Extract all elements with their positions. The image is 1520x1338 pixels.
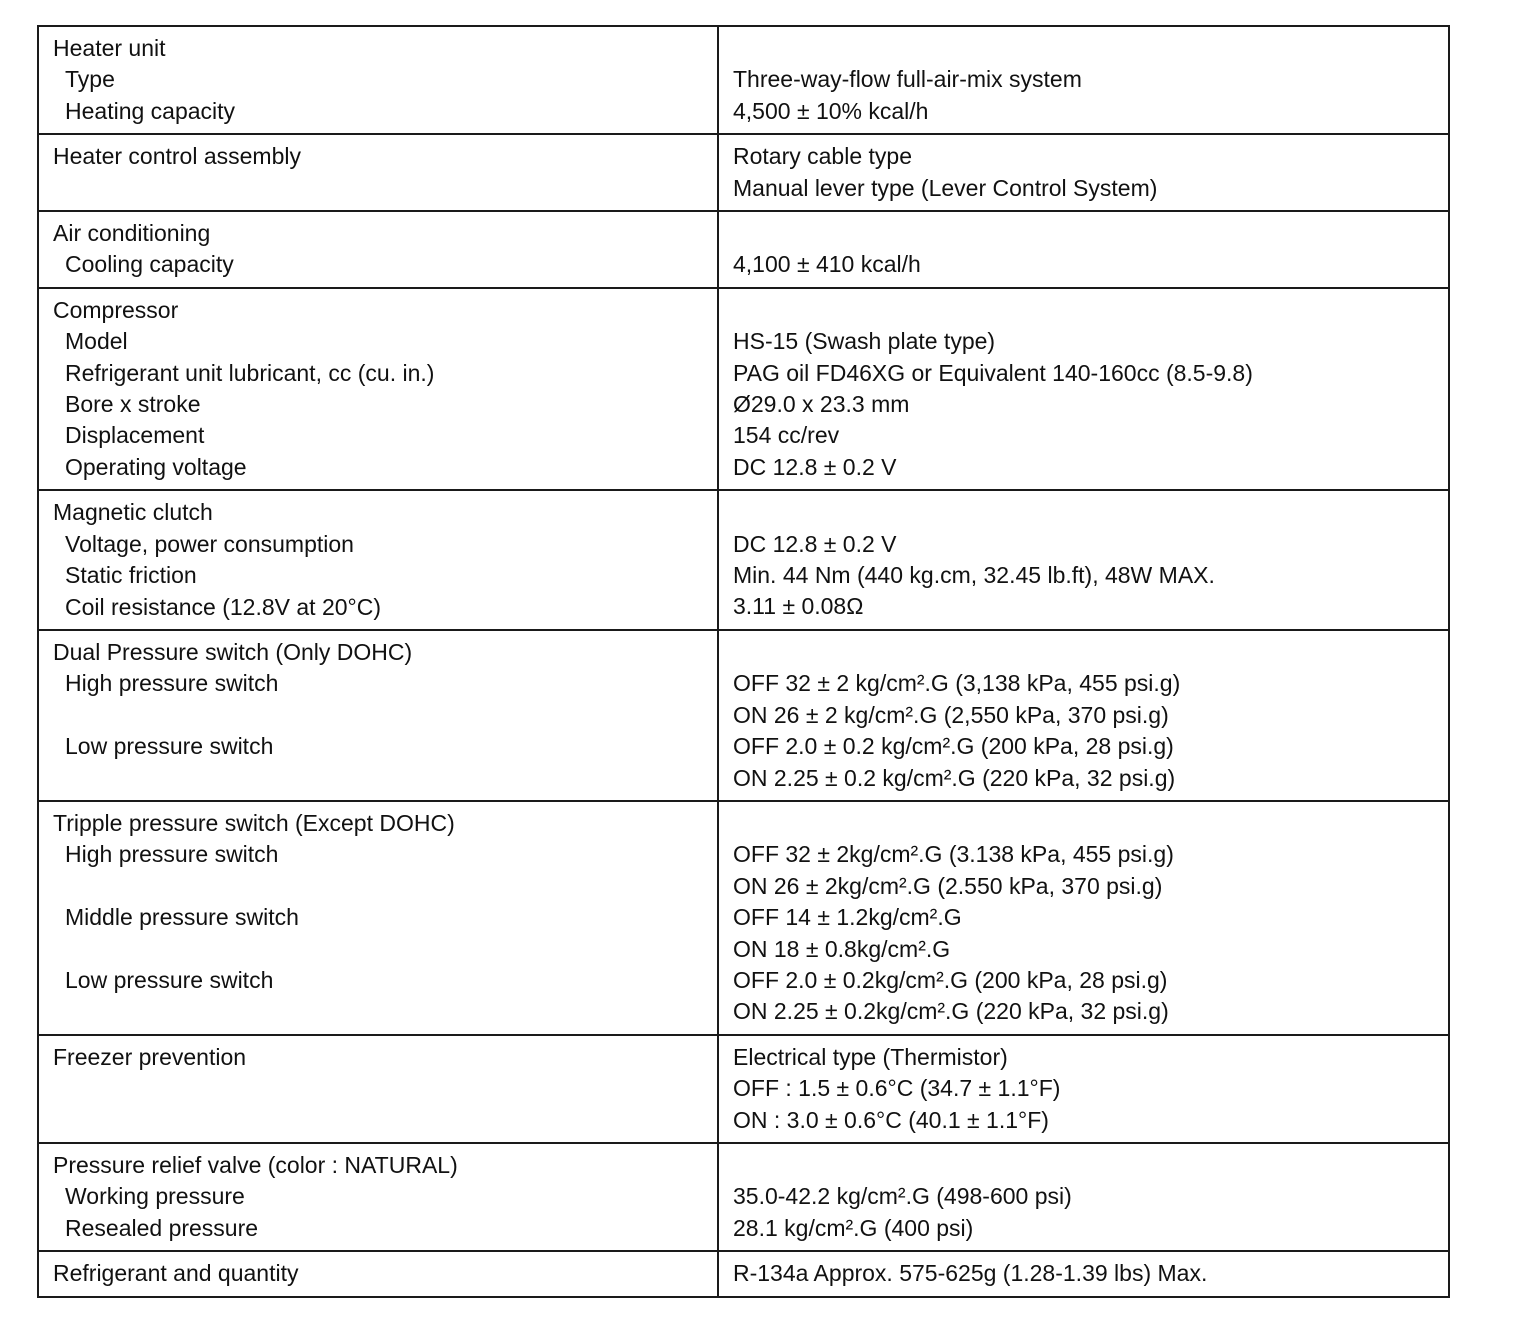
spec-value: [733, 33, 1436, 64]
spec-value: 28.1 kg/cm².G (400 psi): [733, 1214, 974, 1241]
spec-value: 4,100 ± 410 kcal/h: [733, 251, 921, 278]
spec-value: OFF 2.0 ± 0.2 kg/cm².G (200 kPa, 28 psi.g): [733, 733, 1174, 760]
spec-sub-label: Static friction: [65, 562, 197, 589]
spec-row: [38, 1143, 1449, 1251]
spec-value: Ø29.0 x 23.3 mm: [733, 391, 910, 418]
spec-sub-label: Heating capacity: [65, 97, 236, 124]
spec-value: R-134a Approx. 575-625g (1.28-1.39 lbs) Max.: [733, 1260, 1208, 1287]
spec-label-cell: [38, 211, 718, 288]
spec-row: [38, 134, 1449, 211]
spec-value: Min. 44 Nm (440 kg.cm, 32.45 lb.ft), 48W MAX.: [733, 562, 1215, 589]
spec-row: [38, 1035, 1449, 1143]
spec-heading: Tripple pressure switch (Except DOHC): [53, 809, 455, 836]
spec-sub-label: [53, 934, 705, 965]
spec-label-cell: [38, 288, 718, 490]
spec-label-cell: [38, 1143, 718, 1251]
spec-value: ON : 3.0 ± 0.6°C (40.1 ± 1.1°F): [733, 1106, 1049, 1133]
spec-value: OFF 32 ± 2 kg/cm².G (3,138 kPa, 455 psi.g): [733, 670, 1181, 697]
spec-value: PAG oil FD46XG or Equivalent 140-160cc (8.5-9.8): [733, 359, 1253, 386]
spec-value: 4,500 ± 10% kcal/h: [733, 97, 929, 124]
spec-sub-label: [53, 1105, 705, 1136]
spec-sub-label: [53, 1073, 705, 1104]
spec-row: [38, 1251, 1449, 1296]
spec-row: [38, 630, 1449, 801]
spec-label-cell: [38, 1035, 718, 1143]
spec-value: ON 26 ± 2 kg/cm².G (2,550 kPa, 370 psi.g): [733, 701, 1169, 728]
spec-value: [733, 295, 1436, 326]
spec-value: [733, 808, 1436, 839]
spec-value-cell: [718, 630, 1449, 801]
spec-sub-label: Refrigerant unit lubricant, cc (cu. in.): [65, 359, 435, 386]
spec-value-cell: [718, 134, 1449, 211]
spec-value-cell: [718, 211, 1449, 288]
spec-heading: Air conditioning: [53, 220, 211, 247]
spec-sub-label: [53, 996, 705, 1027]
spec-value: ON 2.25 ± 0.2 kg/cm².G (220 kPa, 32 psi.g): [733, 764, 1176, 791]
spec-value: 35.0-42.2 kg/cm².G (498-600 psi): [733, 1183, 1072, 1210]
spec-sub-label: Coil resistance (12.8V at 20°C): [65, 593, 382, 620]
spec-label-cell: [38, 26, 718, 134]
spec-row: [38, 288, 1449, 490]
spec-value: [733, 1150, 1436, 1181]
spec-value: ON 26 ± 2kg/cm².G (2.550 kPa, 370 psi.g): [733, 872, 1163, 899]
spec-label-cell: [38, 801, 718, 1035]
spec-sub-label: High pressure switch: [65, 841, 279, 868]
spec-sub-label: Bore x stroke: [65, 391, 201, 418]
spec-value: DC 12.8 ± 0.2 V: [733, 530, 897, 557]
spec-row: [38, 211, 1449, 288]
spec-value: OFF : 1.5 ± 0.6°C (34.7 ± 1.1°F): [733, 1075, 1061, 1102]
spec-value: Manual lever type (Lever Control System): [733, 174, 1158, 201]
spec-sub-label: Low pressure switch: [65, 966, 274, 993]
spec-sub-label: [53, 763, 705, 794]
spec-value: ON 2.25 ± 0.2kg/cm².G (220 kPa, 32 psi.g): [733, 998, 1169, 1025]
spec-sub-label: Resealed pressure: [65, 1214, 259, 1241]
spec-heading: Magnetic clutch: [53, 499, 213, 526]
spec-value-cell: [718, 26, 1449, 134]
spec-value: OFF 14 ± 1.2kg/cm².G: [733, 904, 962, 931]
spec-heading: Freezer prevention: [53, 1043, 247, 1070]
spec-sub-label: Middle pressure switch: [65, 904, 299, 931]
spec-value-cell: [718, 288, 1449, 490]
spec-value: Electrical type (Thermistor): [733, 1043, 1008, 1070]
spec-value: 3.11 ± 0.08Ω: [733, 593, 864, 620]
spec-heading: Heater unit: [53, 35, 166, 61]
spec-row: [38, 26, 1449, 134]
spec-heading: Pressure relief valve (color : NATURAL): [53, 1151, 458, 1178]
spec-sub-label: Cooling capacity: [65, 251, 234, 278]
spec-sub-label: [53, 700, 705, 731]
spec-label-cell: [38, 134, 718, 211]
spec-row: [38, 490, 1449, 630]
specification-table: [37, 25, 1450, 1298]
spec-sub-label: [53, 871, 705, 902]
spec-value-cell: [718, 490, 1449, 630]
spec-value-cell: [718, 1251, 1449, 1296]
spec-value: Three-way-flow full-air-mix system: [733, 66, 1082, 93]
spec-label-cell: [38, 630, 718, 801]
spec-value: [733, 637, 1436, 668]
spec-value: [733, 218, 1436, 249]
spec-sub-label: Low pressure switch: [65, 733, 274, 760]
spec-value-cell: [718, 1143, 1449, 1251]
spec-sub-label: Voltage, power consumption: [65, 530, 354, 557]
spec-value: DC 12.8 ± 0.2 V: [733, 453, 897, 480]
spec-sub-label: Operating voltage: [65, 453, 247, 480]
spec-value: ON 18 ± 0.8kg/cm².G: [733, 935, 951, 962]
spec-sub-label: Working pressure: [65, 1183, 245, 1210]
spec-heading: Heater control assembly: [53, 143, 301, 170]
spec-sub-label: [53, 173, 705, 204]
spec-value-cell: [718, 801, 1449, 1035]
specification-table-body: [38, 26, 1449, 1297]
spec-sub-label: Displacement: [65, 422, 205, 449]
spec-value-cell: [718, 1035, 1449, 1143]
spec-value: HS-15 (Swash plate type): [733, 328, 996, 355]
spec-sub-label: High pressure switch: [65, 670, 279, 697]
spec-sub-label: Type: [65, 66, 115, 93]
spec-value: [733, 497, 1436, 528]
spec-label-cell: [38, 1251, 718, 1296]
spec-sub-label: Model: [65, 328, 128, 355]
spec-heading: Dual Pressure switch (Only DOHC): [53, 638, 413, 665]
spec-heading: Refrigerant and quantity: [53, 1260, 299, 1287]
spec-heading: Compressor: [53, 296, 179, 323]
spec-value: OFF 32 ± 2kg/cm².G (3.138 kPa, 455 psi.g): [733, 841, 1174, 868]
spec-value: Rotary cable type: [733, 143, 912, 170]
spec-row: [38, 801, 1449, 1035]
spec-value: OFF 2.0 ± 0.2kg/cm².G (200 kPa, 28 psi.g): [733, 966, 1168, 993]
spec-label-cell: [38, 490, 718, 630]
spec-value: 154 cc/rev: [733, 422, 840, 449]
